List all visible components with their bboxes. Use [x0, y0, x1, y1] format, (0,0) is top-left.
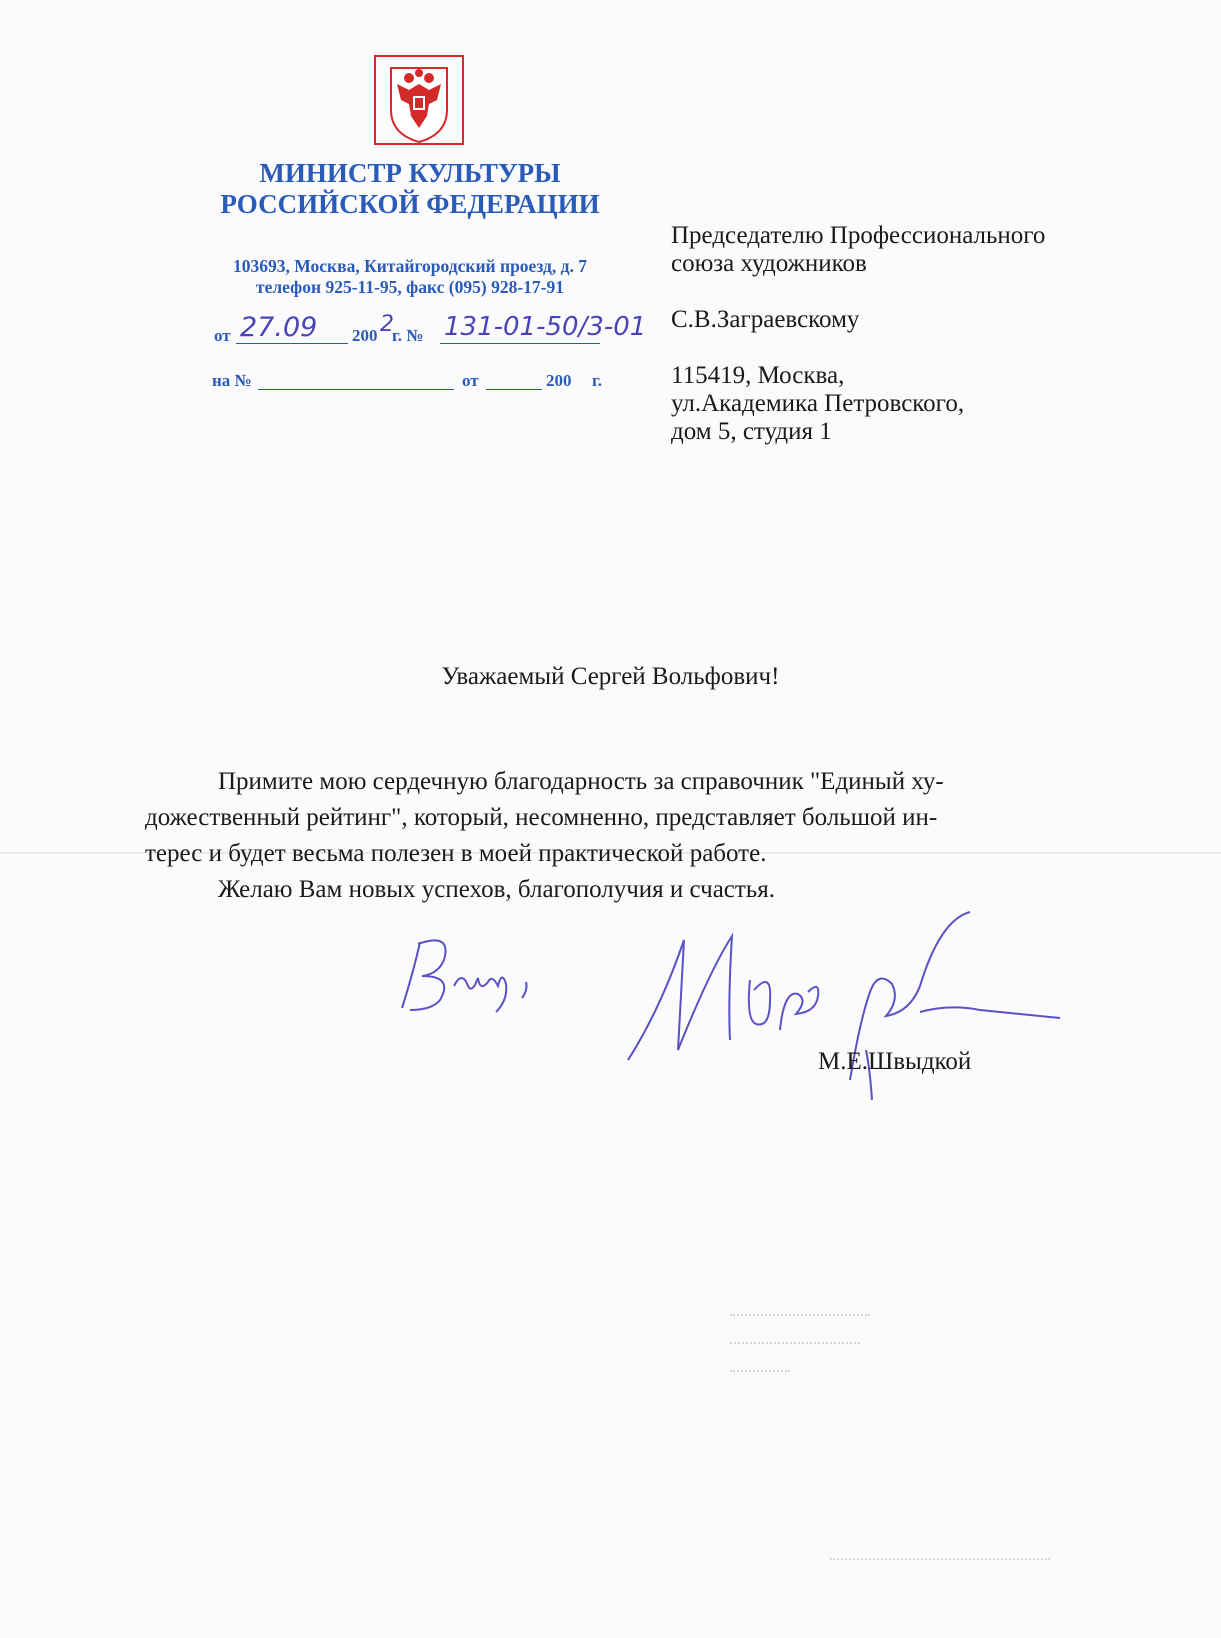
recipient-title-line1: Председателю Профессионального: [671, 222, 1046, 249]
letterhead-phone-fax: телефон 925-11-95, факс (095) 928-17-91: [255, 277, 564, 297]
coat-of-arms-emblem: [373, 54, 465, 146]
date-underline: [236, 343, 348, 344]
recipient-title-line2: союза художников: [671, 250, 867, 277]
bleed-through-marks: [730, 1300, 880, 1410]
letterhead-address: 103693, Москва, Китайгородский проезд, д. 7: [233, 256, 587, 276]
letterhead-title-line1: МИНИСТР КУЛЬТУРЫ: [259, 158, 561, 188]
handwritten-year: 2: [380, 312, 394, 337]
year-suffix: г. №: [392, 326, 424, 345]
reply-date-underline: [486, 389, 542, 390]
bleed-through-handwriting: [830, 1558, 1050, 1630]
handwritten-closing-signature: [392, 930, 562, 1020]
body-line3: терес и будет весьма полезен в моей практической работе.: [145, 840, 767, 867]
recipient-name: С.В.Заграевскому: [671, 306, 860, 333]
reply-from-label: от: [462, 371, 479, 390]
handwritten-number: 131-01-50/3-01: [444, 312, 647, 342]
recipient-address-line2: ул.Академика Петровского,: [671, 390, 965, 417]
recipient-address-line1: 115419, Москва,: [671, 362, 845, 389]
reply-number-underline: [258, 389, 454, 390]
reply-year: 200: [546, 371, 572, 390]
number-underline: [440, 343, 600, 344]
reply-label: на №: [212, 371, 252, 390]
letterhead-title-line2: РОССИЙСКОЙ ФЕДЕРАЦИИ: [220, 189, 600, 219]
signer-name: М.Е.Швыдкой: [818, 1048, 972, 1075]
body-line1: Примите мою сердечную благодарность за справочник "Единый ху-: [218, 768, 944, 795]
greeting: Уважаемый Сергей Вольфович!: [441, 663, 780, 690]
body-line2: дожественный рейтинг", который, несомненно, представляет большой ин-: [145, 804, 938, 831]
handwritten-date: 27.09: [240, 312, 318, 343]
recipient-address-line3: дом 5, студия 1: [671, 418, 832, 445]
from-label: от: [214, 326, 231, 345]
year-prefix: 200: [352, 326, 378, 345]
body-line4: Желаю Вам новых успехов, благополучия и счастья.: [218, 876, 775, 903]
reply-year-suffix: г.: [592, 371, 603, 390]
